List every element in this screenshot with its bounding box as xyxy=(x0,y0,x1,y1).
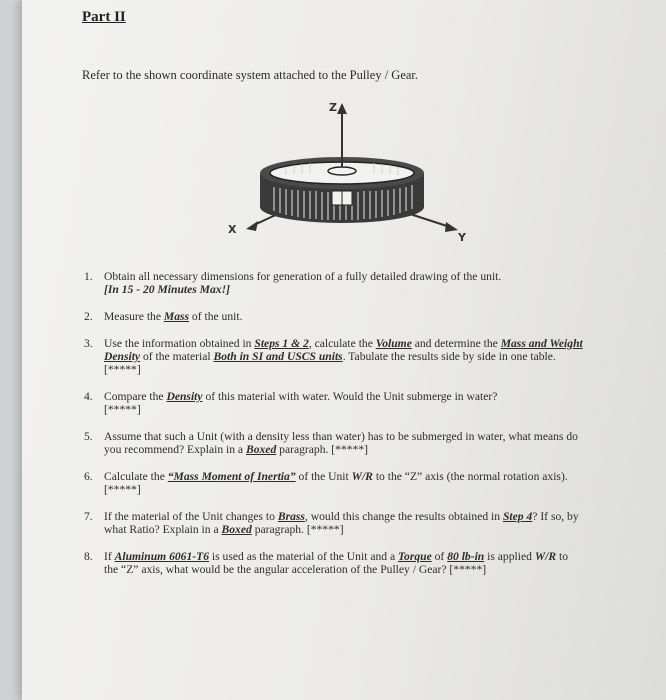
emphasis-mass-weight-density: Mass and Weight Density xyxy=(104,337,583,363)
emphasis-volume: Volume xyxy=(375,337,412,350)
y-axis-arrow xyxy=(445,222,458,232)
question-text: is applied xyxy=(484,550,535,563)
question-text: Measure the xyxy=(104,310,164,323)
question-text: ? If so, by what Ratio? Explain in a xyxy=(104,510,579,536)
emphasis-boxed: Boxed xyxy=(245,443,277,456)
question-number: 1. xyxy=(84,270,93,283)
question-text: of xyxy=(431,550,448,563)
question-text: and determine the xyxy=(411,337,501,350)
question-text: If the material of the Unit changes to xyxy=(104,510,278,523)
emphasis-steps: Steps 1 & 2 xyxy=(254,337,309,350)
question-list xyxy=(84,270,584,590)
question-text: of this material with water. Would the Unit submerge in water? xyxy=(202,390,498,403)
question-5 xyxy=(84,430,584,456)
emphasis-step4: Step 4 xyxy=(502,510,533,523)
question-text: to the “Z” axis, what would be the angular acceleration of the Pulley / Gear? [*****] xyxy=(104,550,568,576)
question-number: 4. xyxy=(84,390,93,403)
question-text: , would this change the results obtained in xyxy=(304,510,503,523)
emphasis-units: Both in SI and USCS units xyxy=(213,350,343,363)
question-text: . Tabulate the results side by side in one table. [*****] xyxy=(104,350,556,376)
x-axis-label: X xyxy=(228,223,237,236)
question-3 xyxy=(84,337,584,376)
question-4 xyxy=(84,390,584,416)
emphasis-boxed: Boxed xyxy=(221,523,252,536)
question-number: 5. xyxy=(84,430,93,443)
question-rating: [*****] xyxy=(104,403,141,416)
question-text: Compare the xyxy=(104,390,167,403)
question-number: 3. xyxy=(84,337,93,350)
pulley-diagram xyxy=(182,95,482,245)
question-6 xyxy=(84,470,584,496)
y-axis-label: Y xyxy=(458,231,466,244)
intro-text: Refer to the shown coordinate system attached to the Pulley / Gear. xyxy=(82,68,419,82)
question-number: 8. xyxy=(84,550,93,563)
emphasis-mass: Mass xyxy=(163,310,190,323)
question-text: of the unit. xyxy=(189,310,243,323)
z-axis-label: Z xyxy=(329,101,337,114)
emphasis-torque: Torque xyxy=(398,550,432,563)
emphasis-wr: W/R xyxy=(351,470,373,483)
z-axis-arrow xyxy=(337,103,347,114)
question-text: is used as the material of the Unit and a xyxy=(209,550,399,563)
emphasis-aluminum: Aluminum 6061-T6 xyxy=(114,550,210,563)
question-text: If xyxy=(104,550,115,563)
emphasis-mass-moment: “Mass Moment of Inertia” xyxy=(167,470,296,483)
emphasis-torque-value: 80 lb-in xyxy=(447,550,485,563)
question-text: of the Unit xyxy=(295,470,352,483)
x-axis-arrow xyxy=(246,221,258,231)
question-text: , calculate the xyxy=(308,337,376,350)
question-text: Obtain all necessary dimensions for generation of a fully detailed drawing of the unit. xyxy=(104,270,502,283)
question-number: 7. xyxy=(84,510,93,523)
part-title: Part II xyxy=(82,9,126,25)
question-text: Assume that such a Unit (with a density less than water) has to be submerged in water, what means do you recommend? Explain in a xyxy=(104,430,578,456)
question-7 xyxy=(84,510,584,536)
emphasis-brass: Brass xyxy=(277,510,305,523)
question-text: paragraph. [*****] xyxy=(276,443,369,456)
question-note: [In 15 - 20 Minutes Max!] xyxy=(104,283,230,296)
document-page xyxy=(22,0,666,700)
question-8 xyxy=(84,550,584,576)
question-text: paragraph. [*****] xyxy=(251,523,344,536)
question-2 xyxy=(84,310,584,323)
emphasis-density: Density xyxy=(166,390,203,403)
question-text: Use the information obtained in xyxy=(104,337,255,350)
question-text: of the material xyxy=(140,350,214,363)
question-text: Calculate the xyxy=(104,470,168,483)
emphasis-wr: W/R xyxy=(534,550,557,563)
question-1 xyxy=(84,270,584,296)
y-axis-line xyxy=(407,213,450,227)
question-text: to the “Z” axis (the normal rotation axis). [*****] xyxy=(104,470,568,496)
question-number: 6. xyxy=(84,470,93,483)
question-number: 2. xyxy=(84,310,93,323)
